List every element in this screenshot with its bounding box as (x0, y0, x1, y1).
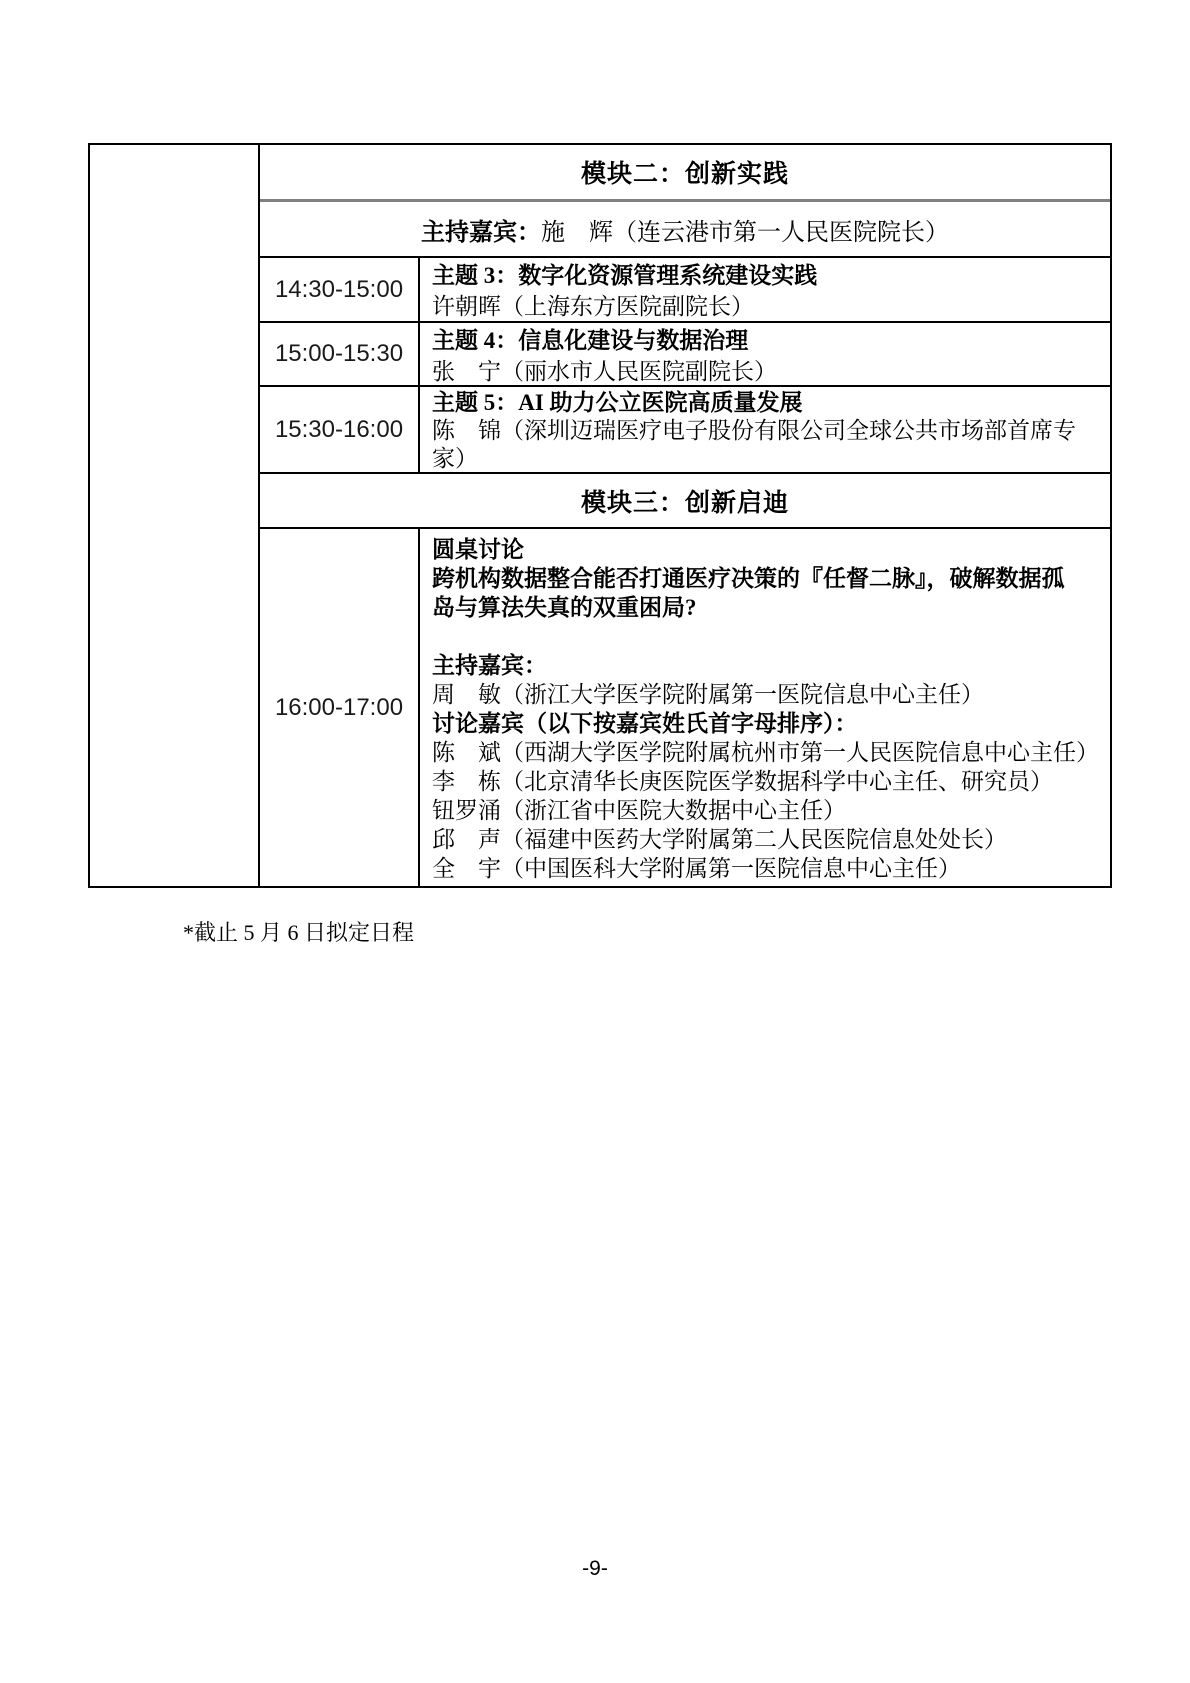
roundtable-host: 周 敏（浙江大学医学院附属第一医院信息中心主任） (432, 682, 984, 707)
session-row-topic3 (260, 258, 1110, 323)
roundtable-question-line1: 跨机构数据整合能否打通医疗决策的『任督二脉』，破解数据孤 (432, 566, 1065, 591)
agenda-table (88, 143, 1112, 888)
module2-header-row (260, 145, 1110, 202)
empty-date-cell (90, 145, 260, 886)
host-name: 施 辉（连云港市第一人民医院院长） (541, 219, 949, 246)
time-label: 16:00-17:00 (274, 693, 404, 721)
time-cell (260, 529, 420, 886)
session-row-topic4 (260, 323, 1110, 387)
speaker-name-wrap: 家） (432, 446, 478, 471)
host-line (421, 212, 949, 247)
roundtable-question-line2: 岛与算法失真的双重困局? (432, 595, 697, 620)
panelist-line: 李 栋（北京清华长庚医院医学数据科学中心主任、研究员） (432, 769, 1053, 794)
panelist-line: 邱 声（福建中医药大学附属第二人民医院信息处处长） (432, 827, 1007, 852)
panel-label: 讨论嘉宾（以下按嘉宾姓氏首字母排序）： (432, 711, 858, 736)
time-label: 15:30-16:00 (274, 415, 404, 443)
roundtable-title: 圆桌讨论 (432, 537, 524, 562)
module3-header-row (260, 474, 1110, 529)
topic-title: 主题 5：AI 助力公立医院高质量发展 (432, 390, 803, 415)
speaker-name: 陈 锦（深圳迈瑞医疗电子股份有限公司全球公共市场部首席专 (432, 418, 1076, 443)
module2-host-row (260, 202, 1110, 258)
panelist-line: 钮罗涌（浙江省中医院大数据中心主任） (432, 798, 846, 823)
time-cell (260, 258, 420, 321)
time-label: 14:30-15:00 (274, 275, 404, 303)
time-label: 15:00-15:30 (274, 340, 404, 367)
panelist-line: 陈 斌（西湖大学医学院附属杭州市第一人民医院信息中心主任） (432, 740, 1099, 765)
session-content (420, 258, 1110, 321)
module3-title: 模块三：创新启迪 (580, 489, 789, 517)
page-number: -9- (582, 1557, 608, 1580)
host-label: 主持嘉宾： (421, 219, 541, 246)
roundtable-host-label: 主持嘉宾： (432, 653, 547, 678)
roundtable-row (260, 529, 1110, 886)
topic-title: 主题 4：信息化建设与数据治理 (432, 328, 749, 353)
agenda-main-column (260, 145, 1110, 886)
footnote: *截止 5 月 6 日拟定日程 (183, 920, 415, 945)
time-cell (260, 387, 420, 472)
topic-title: 主题 3：数字化资源管理系统建设实践 (432, 263, 818, 288)
session-row-topic5 (260, 387, 1110, 474)
module2-title: 模块二：创新实践 (580, 161, 789, 188)
session-content (420, 323, 1110, 385)
panelist-line: 全 宇（中国医科大学附属第一医院信息中心主任） (432, 856, 961, 881)
roundtable-content (420, 529, 1110, 886)
speaker-name: 许朝晖（上海东方医院副院长） (432, 294, 754, 319)
blank-line (432, 622, 1104, 651)
time-cell (260, 323, 420, 385)
speaker-name: 张 宁（丽水市人民医院副院长） (432, 359, 777, 384)
session-content (420, 387, 1110, 472)
